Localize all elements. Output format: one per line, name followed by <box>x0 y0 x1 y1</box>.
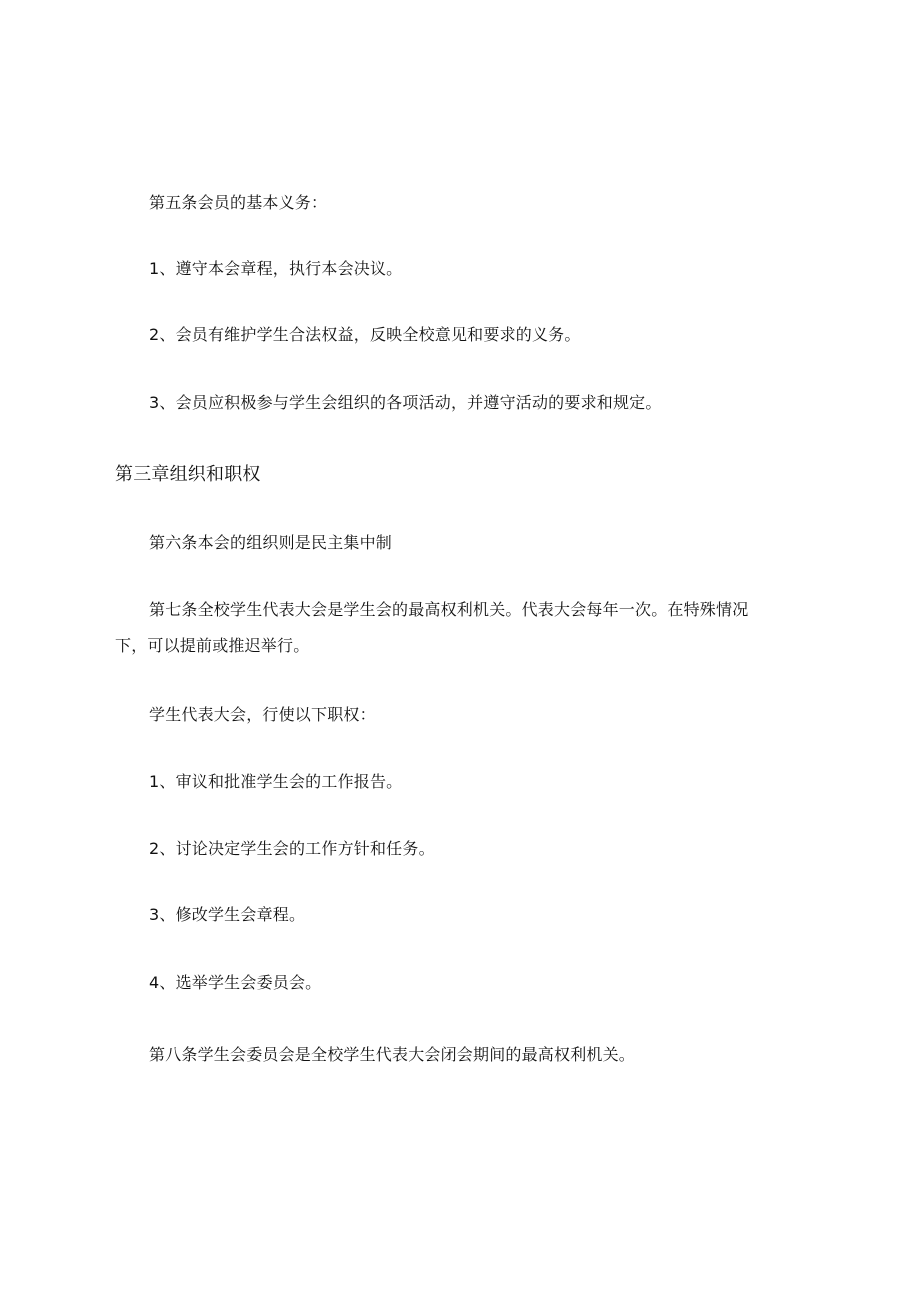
article-5-item-1: 1、遵守本会章程，执行本会决议。 <box>149 259 403 278</box>
article-7-power-3: 3、修改学生会章程。 <box>149 905 306 924</box>
article-7-power-2: 2、讨论决定学生会的工作方针和任务。 <box>149 839 435 858</box>
article-8-text: 第八条学生会委员会是全校学生代表大会闭会期间的最高权利机关。 <box>149 1045 636 1064</box>
article-7-powers-intro: 学生代表大会，行使以下职权： <box>149 705 376 724</box>
article-7-power-4: 4、选举学生会委员会。 <box>149 973 322 992</box>
article-7-line-2: 下，可以提前或推迟举行。 <box>115 636 310 655</box>
article-5-item-3: 3、会员应积极参与学生会组织的各项活动，并遵守活动的要求和规定。 <box>149 393 662 412</box>
article-7-line-1: 第七条全校学生代表大会是学生会的最高权利机关。代表大会每年一次。在特殊情况 <box>149 600 749 619</box>
article-5-heading: 第五条会员的基本义务： <box>149 193 328 212</box>
article-6-text: 第六条本会的组织则是民主集中制 <box>149 533 393 552</box>
chapter-3-title: 第三章组织和职权 <box>115 464 261 485</box>
article-5-item-2: 2、会员有维护学生合法权益，反映全校意见和要求的义务。 <box>149 325 581 344</box>
article-7-power-1: 1、审议和批准学生会的工作报告。 <box>149 772 403 791</box>
